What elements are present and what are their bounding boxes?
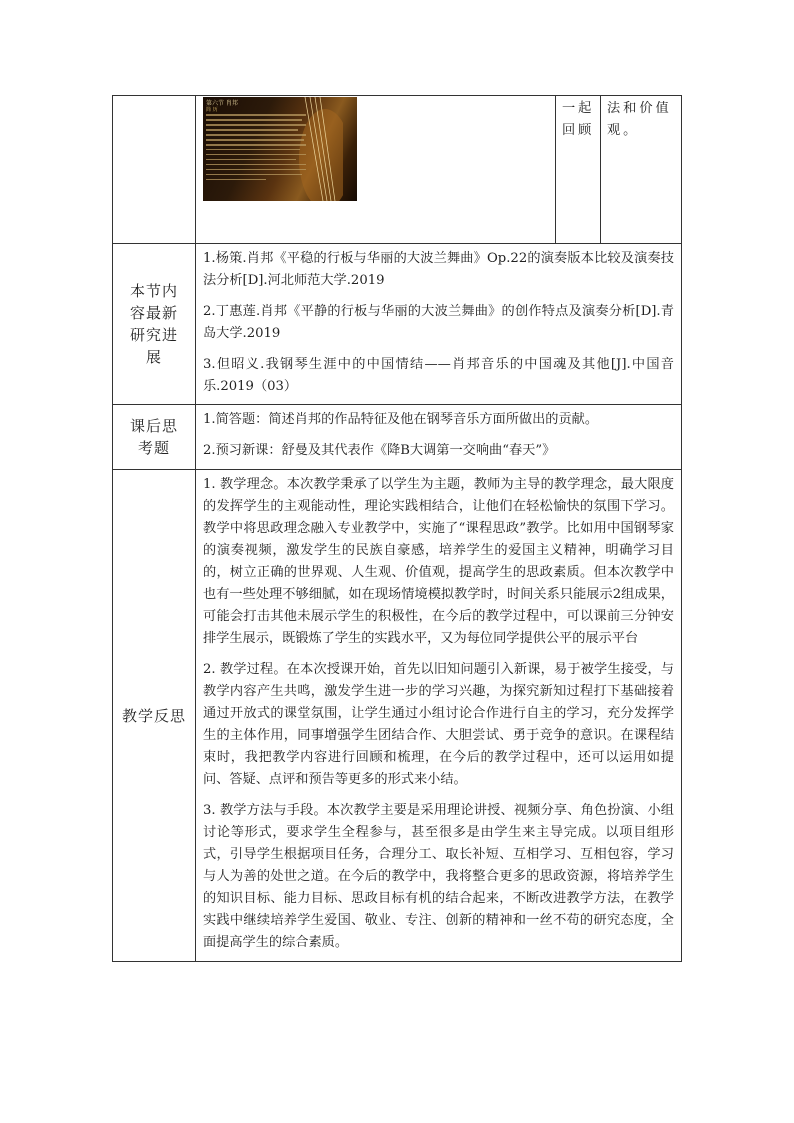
slide-heading: 第六节 肖邦 (206, 100, 238, 107)
reflection-paragraph: 2. 教学过程。在本次授课开始，首先以旧知问题引入新课，易于被学生接受，与教学内容产生共鸣，激发学生进一步的学习兴趣，为探究新知过程打下基础接着通过开放式的课堂氛围，让学生通过小组讨论合作进行自主的学习，充分发挥学生的主体作用，同事增强学生团结合作、大胆尝试、勇于竞争的意识。在课程结束时，我把教学内容进行回顾和梳理，在今后的教学过程中，还可以运用如提问、答疑、点评和预告等更多的形式来小结。 (203, 662, 674, 787)
research-label: 本节内容最新研究进展 (113, 244, 196, 405)
research-item: 3.但昭义.我钢琴生涯中的中国情结——肖邦音乐的中国魂及其他[J].中国音乐.2019（03） (203, 357, 674, 394)
reflection-paragraph: 1. 教学理念。本次教学秉承了以学生为主题，教师为主导的教学理念，最大限度的发挥学生的主观能动性，理论实践相结合，让他们在轻松愉快的氛围下学习。教学中将思政理念融入专业教学中，实施了“课程思政”教学。比如用中国钢琴家的演奏视频，激发学生的民族自豪感，培养学生的爱国主义精神，明确学习目的，树立正确的世界观、人生观、价值观，提高学生的思政素质。但本次教学中也有一些处理不够细腻，如在现场情境模拟教学时，时间关系只能展示2组成果，可能会打击其他未展示学生的积极性，在今后的教学过程中，可以课前三分钟安排学生展示，既锻炼了学生的实践水平，又为每位同学提供公平的展示平台 (203, 477, 674, 646)
table-row-reflection (113, 470, 682, 962)
homework-label: 课后思考题 (113, 405, 196, 470)
homework-content (196, 405, 682, 470)
research-item: 2.丁惠莲.肖邦《平静的行板与华丽的大波兰舞曲》的创作特点及演奏分析[D].青岛大学.2019 (203, 304, 674, 341)
slide-text-lines (206, 114, 310, 184)
reflection-label: 教学反思 (113, 470, 196, 962)
lesson-plan-table (112, 95, 682, 962)
table-row-slide (113, 96, 682, 244)
homework-item: 2.预习新课：舒曼及其代表作《降B大调第一交响曲“春天”》 (203, 443, 556, 458)
slide-subheading: 简 历 (206, 107, 218, 113)
table-row-research (113, 244, 682, 405)
lecture-slide-image (203, 97, 357, 201)
reflection-paragraph: 3. 教学方法与手段。本次教学主要是采用理论讲授、视频分享、角色扮演、小组讨论等形式，要求学生全程参与，甚至很多是由学生来主导完成。以项目组形式，引导学生根据项目任务，合理分工、取长补短、互相学习、互相包容，学习与人为善的处世之道。在今后的教学中，我将整合更多的思政资源，将培养学生的知识目标、能力目标、思政目标有机的结合起来，不断改进教学方法，在教学实践中继续培养学生爱国、敬业、专注、创新的精神和一丝不苟的研究态度，全面提高学生的综合素质。 (203, 803, 674, 950)
goal-cell: 法和价值观。 (601, 96, 682, 244)
table-row-homework (113, 405, 682, 470)
homework-item: 1.简答题：简述肖邦的作品特征及他在钢琴音乐方面所做出的贡献。 (203, 412, 599, 427)
activity-cell: 一起回顾 (556, 96, 601, 244)
research-item: 1.杨策.肖邦《平稳的行板与华丽的大波兰舞曲》Op.22的演奏版本比较及演奏技法分析[D].河北师范大学.2019 (203, 251, 674, 288)
slide-cell (196, 96, 556, 244)
research-content (196, 244, 682, 405)
reflection-content (196, 470, 682, 962)
empty-label-cell (113, 96, 196, 244)
